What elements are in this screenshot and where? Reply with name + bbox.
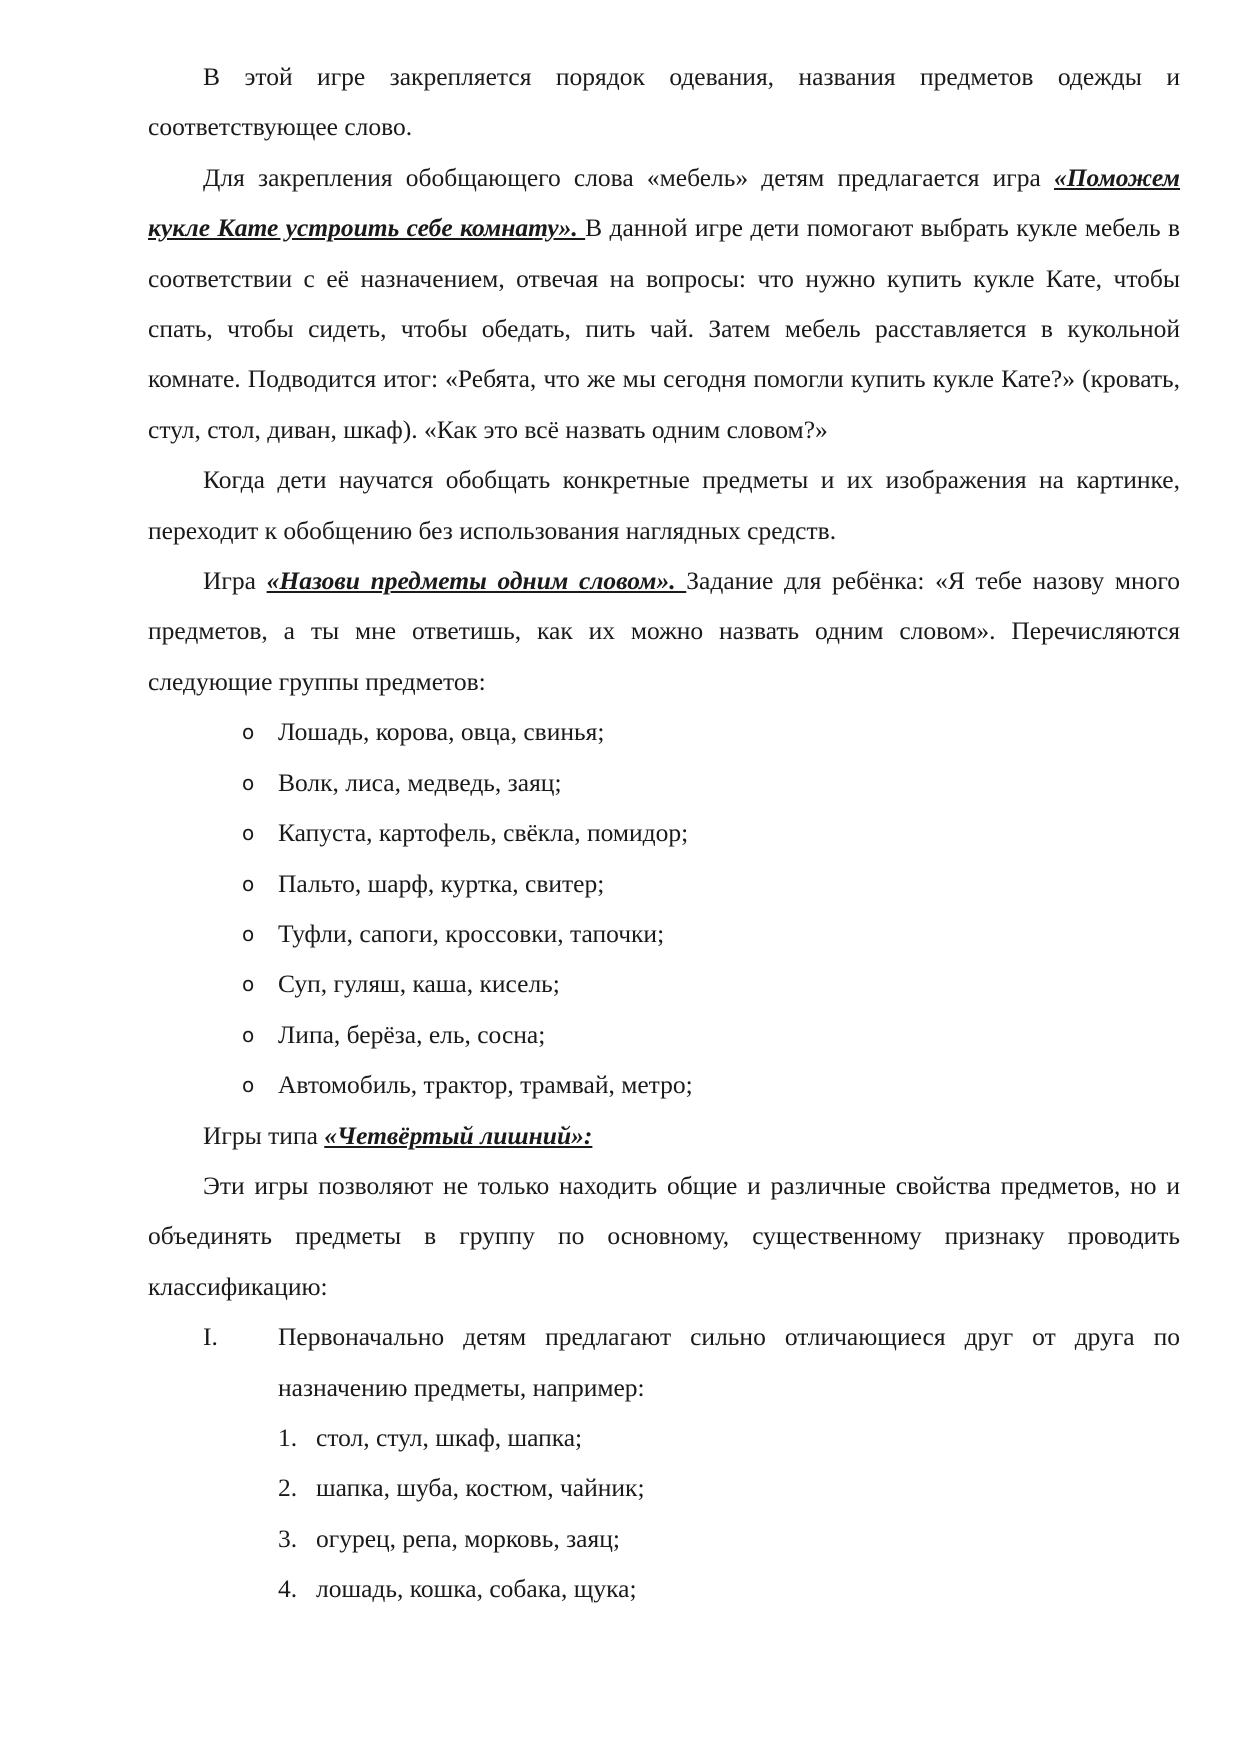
list-item-text: Автомобиль, трактор, трамвай, метро;: [278, 1070, 693, 1100]
list-item-text: стол, стул, шкаф, шапка;: [316, 1422, 583, 1452]
list-item-text: огурец, репа, морковь, заяц;: [316, 1523, 620, 1553]
list-item-text: Волк, лиса, медведь, заяц;: [278, 767, 562, 797]
game-title-katya-room: «Поможем кукле Кате устроить себе комнату».: [148, 162, 1180, 243]
list-number: 3.: [278, 1523, 298, 1553]
list-item: [242, 909, 1180, 959]
list-item-text: Суп, гуляш, каша, кисель;: [278, 969, 560, 999]
document-page: [148, 52, 1180, 1615]
bullet-circle-icon: o: [242, 770, 255, 795]
paragraph-furniture-intro: Для закрепления обобщающего слова «мебель» детям предлагается игра: [203, 162, 1054, 192]
paragraph-name-objects-game: [148, 556, 1180, 707]
bullet-circle-icon: o: [242, 821, 255, 846]
bullet-circle-icon: o: [242, 972, 255, 997]
list-item: [242, 1060, 1180, 1110]
list-item-text: лошадь, кошка, собака, щука;: [316, 1574, 637, 1604]
paragraph-classification: Эти игры позволяют не только находить общие и различные свойства предметов, но и объединять предметы в группу по основному, существенному признаку проводить классификацию:: [148, 1170, 1180, 1301]
list-item: [242, 808, 1180, 858]
roman-numeral: I.: [203, 1322, 218, 1352]
list-item: [278, 1413, 1180, 1463]
object-groups-list: [148, 707, 1180, 1110]
list-item: [278, 1564, 1180, 1614]
list-item: [242, 758, 1180, 808]
bullet-circle-icon: o: [242, 1022, 255, 1047]
paragraph-generalization: Когда дети научатся обобщать конкретные предметы и их изображения на картинке, переходит к обобщению без использования наглядных средств.: [148, 465, 1180, 545]
bullet-circle-icon: o: [242, 871, 255, 896]
list-item-text: Туфли, сапоги, кроссовки, тапочки;: [278, 918, 665, 948]
list-item-text: Липа, берёза, ель, сосна;: [278, 1019, 546, 1049]
paragraph-dressing-order: В этой игре закрепляется порядок одевания, названия предметов одежды и соответствующее слово.: [148, 62, 1180, 142]
list-item: [242, 707, 1180, 757]
list-item-text: Капуста, картофель, свёкла, помидор;: [278, 818, 689, 848]
roman-list-item: [148, 1312, 1180, 1413]
paragraph-name-objects-intro: Игра: [203, 566, 267, 596]
bullet-circle-icon: o: [242, 1073, 255, 1098]
example-sets-list: [148, 1413, 1180, 1615]
list-item-text: Пальто, шарф, куртка, свитер;: [278, 868, 605, 898]
list-number: 1.: [278, 1422, 298, 1452]
bullet-circle-icon: o: [242, 921, 255, 946]
paragraph-furniture-description: В данной игре дети помогают выбрать кукле мебель в соответствии с её назначением, отвечая на вопросы: что нужно купить кукле Кате, чтобы спать, чтобы сидеть, чтобы обедать, пить чай. Затем мебель расставляется в кукольной комнате. Подводится итог: «Ребята, что же мы сегодня помогли купить кукле Кате?» (кровать, стул, стол, диван, шкаф). «Как это всё назвать одним словом?»: [148, 213, 1180, 444]
game-title-name-objects: «Назови предметы одним словом».: [266, 566, 687, 596]
list-item: [242, 859, 1180, 909]
list-item: [278, 1463, 1180, 1513]
roman-item-text: Первоначально детям предлагают сильно отличающиеся друг от друга по назначению предметы, например:: [278, 1322, 1180, 1402]
paragraph-fourth-odd-game: [148, 1111, 1180, 1161]
list-number: 4.: [278, 1574, 298, 1604]
list-item: [242, 1010, 1180, 1060]
list-item: [242, 959, 1180, 1009]
list-item-text: Лошадь, корова, овца, свинья;: [278, 717, 605, 747]
paragraph-fourth-odd-intro: Игры типа: [203, 1120, 325, 1150]
paragraph-name-objects-task: Задание для ребёнка: «Я тебе назову много предметов, а ты мне ответишь, как их можно назвать одним словом». Перечисляются следующие группы предметов:: [148, 566, 1180, 696]
list-number: 2.: [278, 1473, 298, 1503]
list-item: [278, 1514, 1180, 1564]
game-title-fourth-odd: «Четвёртый лишний»:: [324, 1120, 593, 1150]
paragraph-furniture-game: [148, 153, 1180, 455]
list-item-text: шапка, шуба, костюм, чайник;: [316, 1473, 645, 1503]
bullet-circle-icon: o: [242, 720, 255, 745]
